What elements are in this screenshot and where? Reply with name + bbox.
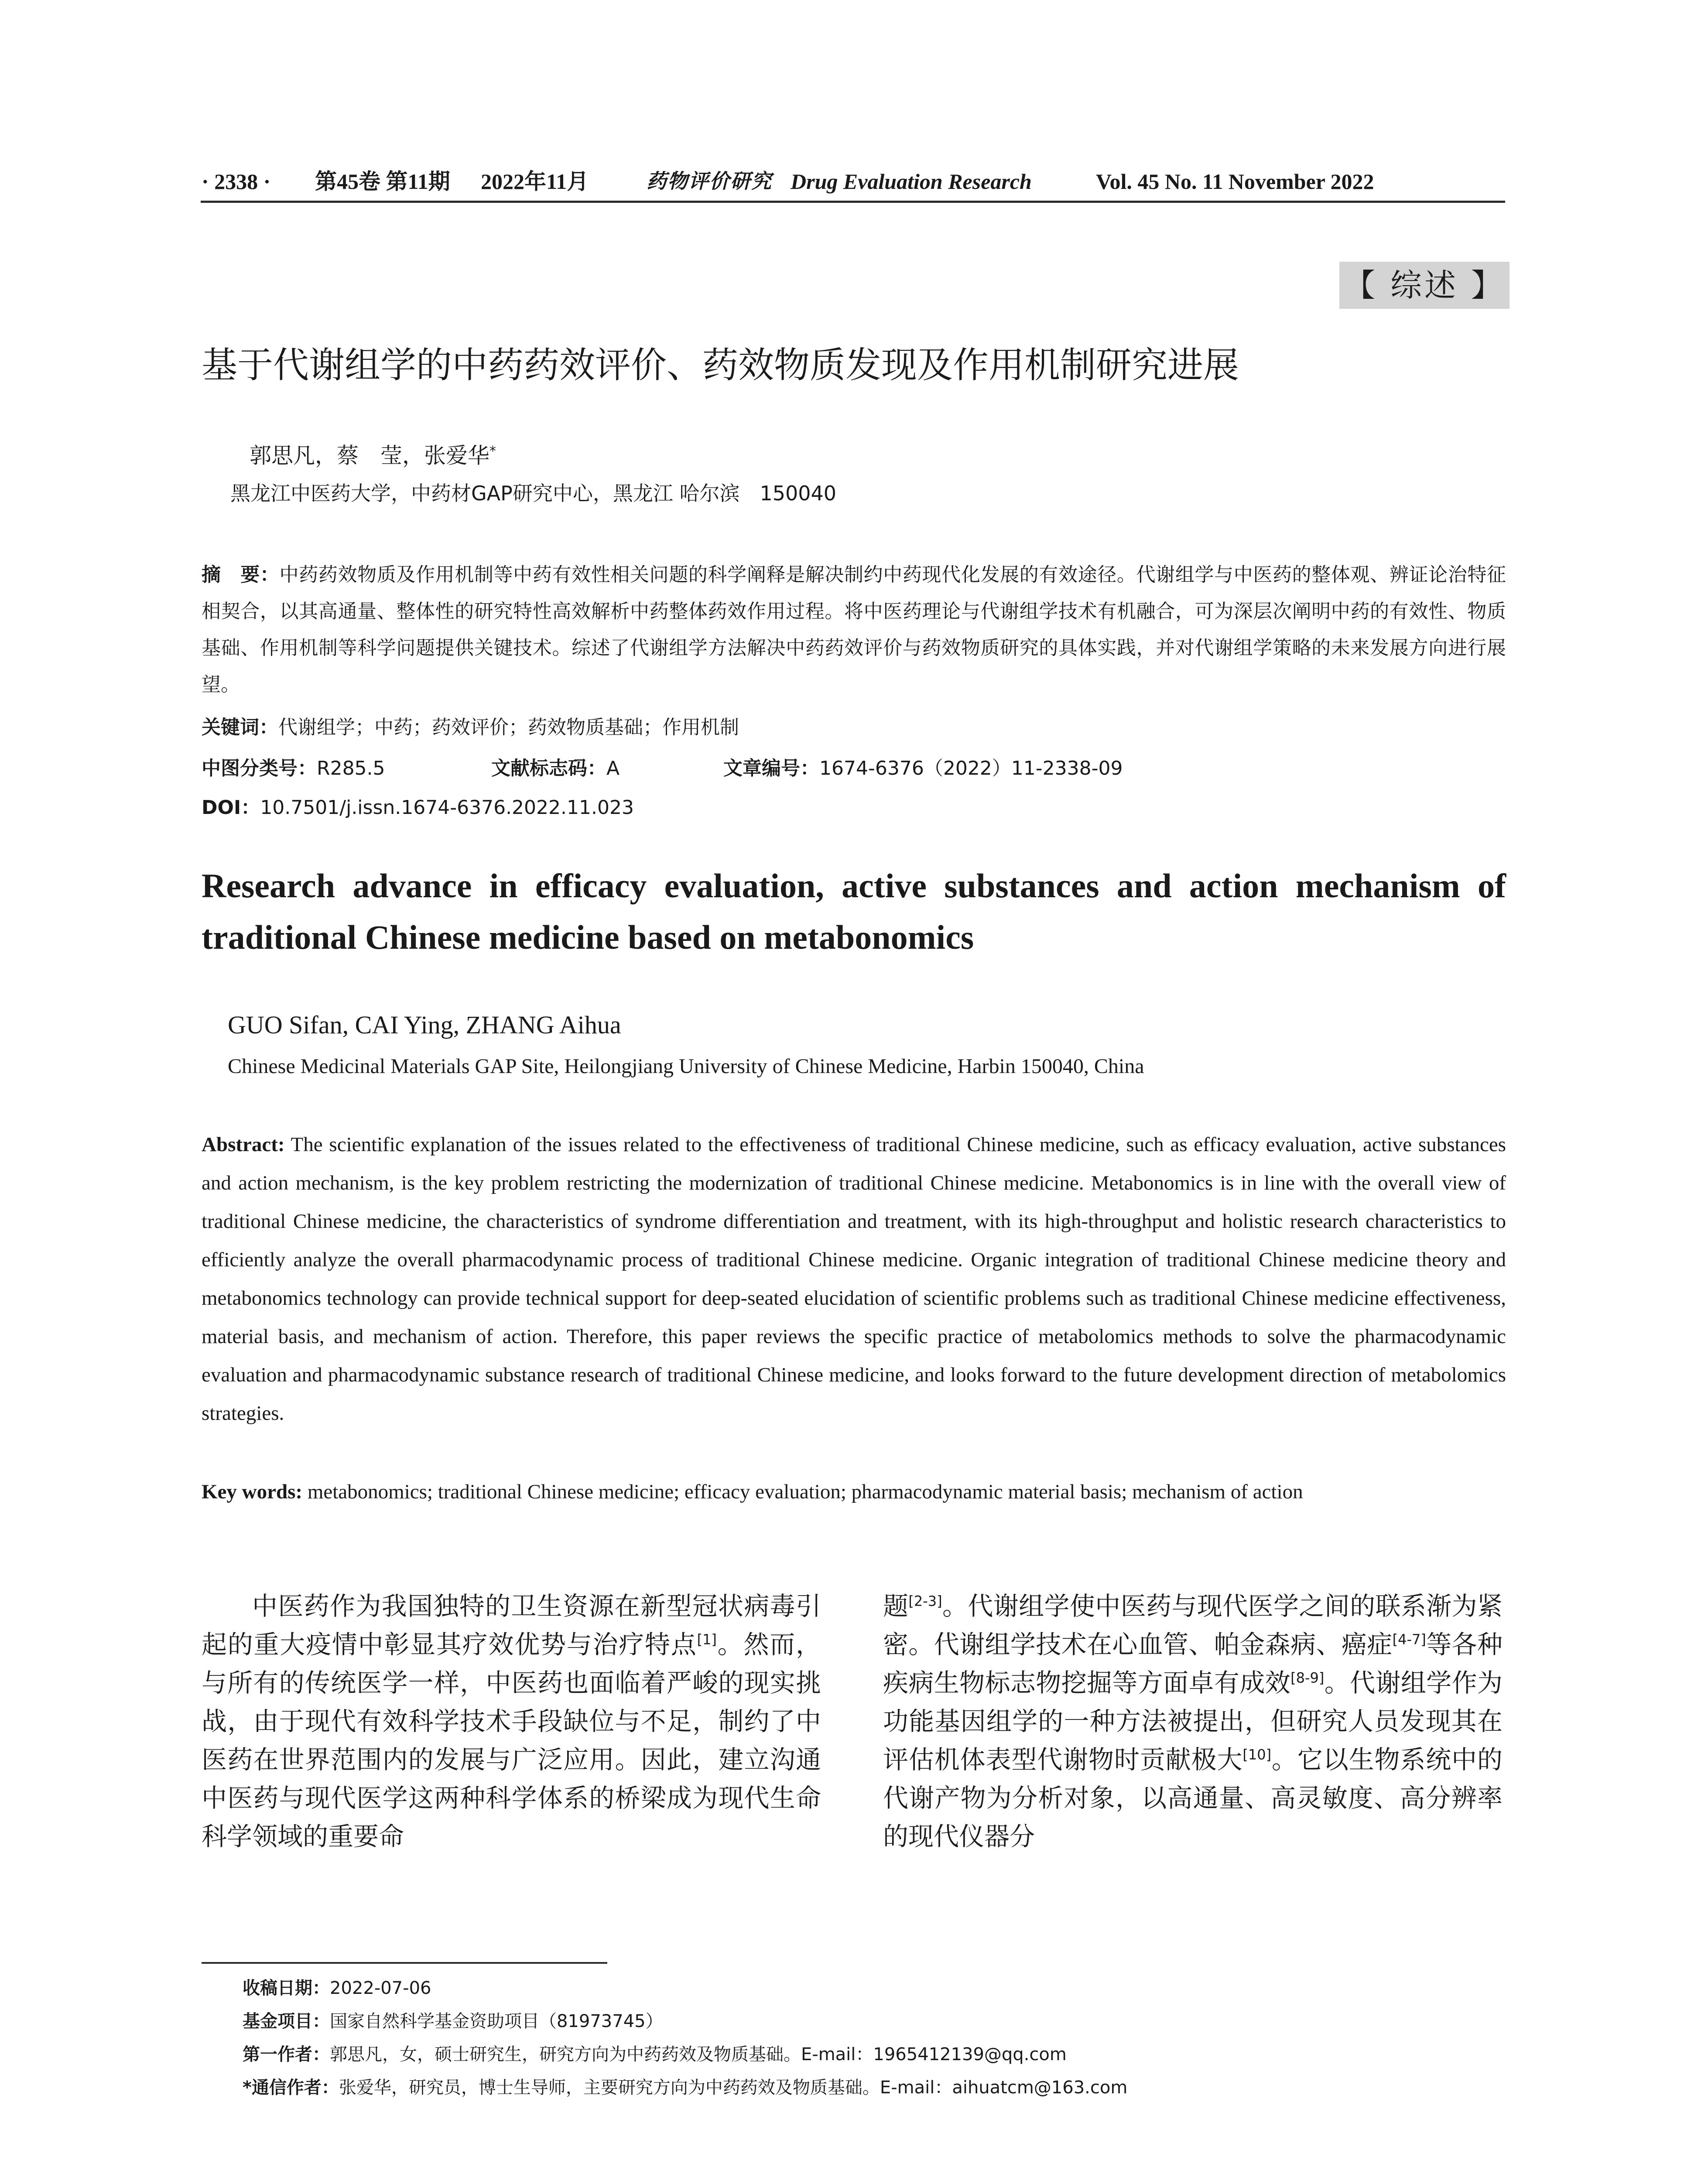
abstract-cn xyxy=(202,557,1506,703)
body-right-text-3: 等各种疾病生物标志物挖掘等方面卓有成效 xyxy=(883,1630,1503,1698)
journal-logo-cn: 药物评价研究 xyxy=(647,170,772,192)
abstract-en-label: Abstract: xyxy=(202,1133,285,1156)
abstract-cn-label: 摘 要： xyxy=(202,564,280,586)
corresponding-mark: * xyxy=(489,444,496,459)
title-cn: 基于代谢组学的中药药效评价、药效物质发现及作用机制研究进展 xyxy=(202,345,1239,386)
header-rule xyxy=(201,201,1505,203)
citation-ref: [2-3] xyxy=(908,1593,942,1610)
keywords-en xyxy=(202,1473,1506,1511)
corresponding-value: 张爱华，研究员，博士生导师，主要研究方向为中药药效及物质基础。E-mail：aihuatcm@163.com xyxy=(339,2078,1128,2098)
affiliation-cn: 黑龙江中医药大学，中药材GAP研究中心，黑龙江 哈尔滨 150040 xyxy=(230,482,837,505)
running-header xyxy=(202,168,1505,195)
body-right-text-1: 题 xyxy=(883,1591,909,1621)
issue-cn: 第45卷 第11期 xyxy=(315,169,450,194)
keywords-en-label: Key words: xyxy=(202,1480,303,1503)
body-right-text-4: 。代谢组学作为功能基因组学的一种方法被提出，但研究人员发现其在评估机体表型代谢物时贡献极大 xyxy=(883,1668,1503,1774)
classification-line xyxy=(202,750,1506,787)
footnote-rule xyxy=(202,1962,607,1964)
citation-ref: [8-9] xyxy=(1290,1669,1325,1686)
keywords-cn-text: 代谢组学；中药；药效评价；药效物质基础；作用机制 xyxy=(278,716,739,738)
corresponding-label: *通信作者： xyxy=(243,2078,339,2098)
body-column-left xyxy=(202,1587,821,1856)
clc-value: R285.5 xyxy=(317,757,385,779)
citation-ref: [10] xyxy=(1242,1746,1272,1763)
abstract-en-text: The scientific explanation of the issues related to the effectiveness of traditional Chinese medicine, such as efficacy evaluation, active substances and action mechanism, is the key problem restricting the modernization of traditional Chinese medicine. Metabonomics is in line with the overall view of traditional Chinese medicine, the characteristics of syndrome differentiation and treatment, with its high-throughput and holistic research characteristics to efficiently analyze the overall pharmacodynamic process of traditional Chinese medicine. Organic integration of traditional Chinese medicine theory and metabonomics technology can provide technical support for deep-seated elucidation of scientific problems such as traditional Chinese medicine effectiveness, material basis, and mechanism of action. Therefore, this paper reviews the specific practice of metabolomics methods to solve the pharmacodynamic evaluation and pharmacodynamic substance research of traditional Chinese medicine, and looks forward to the future development direction of metabolomics strategies. xyxy=(202,1133,1506,1425)
doi-label: DOI： xyxy=(202,797,260,819)
doc-code-block xyxy=(491,750,620,787)
article-number-value: 1674-6376（2022）11-2338-09 xyxy=(819,757,1123,779)
fund-value: 国家自然科学基金资助项目（81973745） xyxy=(330,2011,663,2031)
body-left-text-1: 中医药作为我国独特的卫生资源在新型冠状病毒引起的重大疫情中彰显其疗效优势与治疗特点 xyxy=(202,1591,821,1659)
fund-label: 基金项目： xyxy=(243,2011,330,2031)
footnote-corresponding xyxy=(243,2071,1127,2104)
title-en: Research advance in efficacy evaluation, active substances and action mechanism of traditional Chinese medicine based on metabonomics xyxy=(202,867,1506,956)
body-right-text-5: 。它以生物系统中的代谢产物为分析对象，以高通量、高灵敏度、高分辨率的现代仪器分 xyxy=(883,1745,1503,1851)
date-cn: 2022年11月 xyxy=(481,169,589,194)
clc-block xyxy=(202,750,385,787)
body-column-right xyxy=(883,1587,1503,1856)
doi-line xyxy=(202,790,634,826)
footnote-fund xyxy=(243,2005,663,2038)
keywords-cn xyxy=(202,709,739,746)
article-number-block xyxy=(723,750,1123,787)
keywords-cn-label: 关键词： xyxy=(202,716,278,738)
page-number: · 2338 · xyxy=(202,169,271,194)
column-tag: 【 综述 】 xyxy=(1339,262,1509,309)
doc-code-value: A xyxy=(606,757,620,779)
citation-ref: [4-7] xyxy=(1392,1631,1426,1648)
citation-ref: [1] xyxy=(697,1631,717,1648)
authors-en: GUO Sifan, CAI Ying, ZHANG Aihua xyxy=(228,1011,621,1039)
received-value: 2022-07-06 xyxy=(330,1978,431,1998)
doi-value: 10.7501/j.issn.1674-6376.2022.11.023 xyxy=(260,797,634,819)
issue-en: Vol. 45 No. 11 November 2022 xyxy=(1096,169,1374,194)
received-label: 收稿日期： xyxy=(243,1978,330,1998)
journal-name-en: Drug Evaluation Research xyxy=(791,169,1032,194)
keywords-en-text: metabonomics; traditional Chinese medicine; efficacy evaluation; pharmacodynamic material basis; mechanism of action xyxy=(307,1480,1303,1503)
abstract-cn-text: 中药药效物质及作用机制等中药有效性相关问题的科学阐释是解决制约中药现代化发展的有效途径。代谢组学与中医药的整体观、辨证论治特征相契合，以其高通量、整体性的研究特性高效解析中药整体药效作用过程。将中医药理论与代谢组学技术有机融合，可为深层次阐明中药的有效性、物质基础、作用机制等科学问题提供关键技术。综述了代谢组学方法解决中药药效评价与药效物质研究的具体实践，并对代谢组学策略的未来发展方向进行展望。 xyxy=(202,564,1506,696)
body-left-text-2: 。然而，与所有的传统医学一样，中医药也面临着严峻的现实挑战，由于现代有效科学技术手段缺位与不足，制约了中医药在世界范围内的发展与广泛应用。因此，建立沟通中医药与现代医学这两种科学体系的桥梁成为现代生命科学领域的重要命 xyxy=(202,1630,821,1851)
authors-cn-names: 郭思凡，蔡 莹，张爱华 xyxy=(250,443,489,468)
first-author-label: 第一作者： xyxy=(243,2044,330,2065)
authors-cn xyxy=(250,436,496,471)
body-right-text-2: 。代谢组学使中医药与现代医学之间的联系渐为紧密。代谢组学技术在心血管、帕金森病、癌症 xyxy=(883,1591,1503,1659)
footnote-received xyxy=(243,1972,431,2005)
first-author-value: 郭思凡，女，硕士研究生，研究方向为中药药效及物质基础。E-mail：1965412139@qq.com xyxy=(330,2044,1067,2065)
article-number-label: 文章编号： xyxy=(723,757,819,779)
affiliation-en: Chinese Medicinal Materials GAP Site, Heilongjiang University of Chinese Medicine, Harbin 150040, China xyxy=(228,1055,1144,1078)
abstract-en xyxy=(202,1125,1506,1432)
clc-label: 中图分类号： xyxy=(202,757,317,779)
doc-code-label: 文献标志码： xyxy=(491,757,606,779)
footnote-first-author xyxy=(243,2038,1067,2071)
